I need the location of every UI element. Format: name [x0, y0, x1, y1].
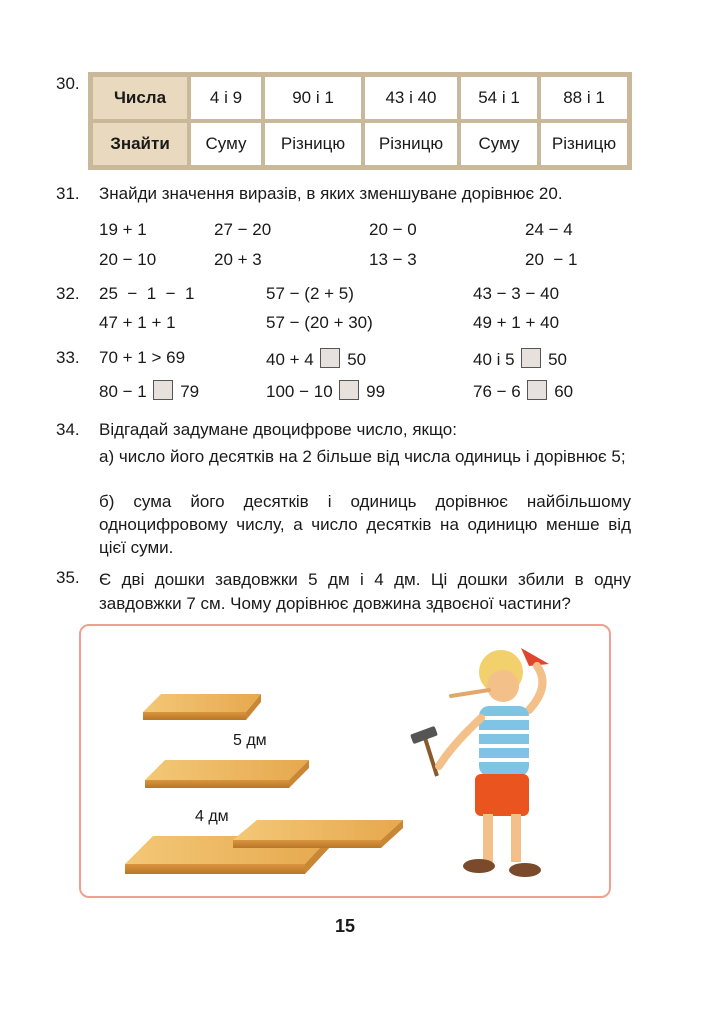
boards-illustration: [81, 626, 609, 896]
expression: 25 − 1 − 1: [99, 284, 195, 303]
boy-figure: [439, 648, 549, 877]
table-cell: Суму: [459, 121, 539, 167]
expression: 20 + 3: [214, 250, 262, 269]
table-cell: 54 і 1: [459, 75, 539, 121]
page-number: 15: [334, 916, 356, 936]
task-34-condition-b: б) сума його десятків і одиниць дорівнює найбільшому одноцифровому числу, а число десятків на одиницю менше від цієї суми.: [99, 492, 631, 557]
task-33-number: 33.: [56, 348, 80, 367]
expression: 24 − 4: [525, 220, 573, 239]
board-4dm-joined: [233, 820, 403, 848]
table-cell: Різницю: [539, 121, 629, 167]
answer-box[interactable]: [320, 348, 340, 368]
table-cell: Різницю: [263, 121, 363, 167]
comparison: 70 + 1 > 69: [99, 348, 186, 367]
hammer-icon: [410, 726, 438, 776]
expression: 13 − 3: [369, 250, 417, 269]
answer-box[interactable]: [521, 348, 541, 368]
comparison: 40 + 4 50: [266, 350, 367, 369]
expression: 27 − 20: [214, 220, 272, 239]
expression: 19 + 1: [99, 220, 147, 239]
expression: 20 − 0: [369, 220, 417, 239]
comparison: 100 − 10 99: [266, 382, 386, 401]
table-cell: 90 і 1: [263, 75, 363, 121]
label-4dm: 4 дм: [195, 808, 229, 825]
task-31-number: 31.: [56, 184, 80, 203]
expression: 20 − 10: [99, 250, 157, 269]
comparison: 76 − 6 60: [473, 382, 574, 401]
expression: 57 − (2 + 5): [266, 284, 354, 303]
comparison: 80 − 1 79: [99, 382, 200, 401]
board-5dm-top: [143, 694, 261, 720]
table-header-find: Знайти: [91, 121, 189, 167]
task-31-text: Знайди значення виразів, в яких зменшуване дорівнює 20.: [99, 184, 563, 203]
expression: 43 − 3 − 40: [473, 284, 560, 303]
task-34-text: Відгадай задумане двоцифрове число, якщо:: [99, 420, 457, 439]
expression: 47 + 1 + 1: [99, 313, 176, 332]
task-32-number: 32.: [56, 284, 80, 303]
task-35-number: 35.: [56, 568, 80, 587]
label-5dm: 5 дм: [233, 732, 267, 749]
table-cell: 88 і 1: [539, 75, 629, 121]
table-cell: Різницю: [363, 121, 459, 167]
table-cell: 43 і 40: [363, 75, 459, 121]
expression: 57 − (20 + 30): [266, 313, 373, 332]
task-34-condition-a: а) число його десятків на 2 більше від числа одиниць і дорівнює 5;: [99, 447, 626, 466]
task-35-text: Є дві дошки завдовжки 5 дм і 4 дм. Ці дошки збили в одну завдовжки 7 см. Чому дорівнює довжина здвоєної частини?: [99, 570, 631, 613]
task-30-number: 30.: [56, 74, 80, 93]
illustration-frame: [79, 624, 611, 898]
expression: 20 − 1: [525, 250, 578, 269]
table-cell: Суму: [189, 121, 263, 167]
table-cell: 4 і 9: [189, 75, 263, 121]
answer-box[interactable]: [153, 380, 173, 400]
task-34-number: 34.: [56, 420, 80, 439]
comparison: 40 і 5 50: [473, 350, 567, 369]
expression: 49 + 1 + 40: [473, 313, 560, 332]
answer-box[interactable]: [527, 380, 547, 400]
task-30-table: [88, 72, 632, 170]
table-header-numbers: Числа: [91, 75, 189, 121]
answer-box[interactable]: [339, 380, 359, 400]
board-4dm-middle: [145, 760, 309, 788]
